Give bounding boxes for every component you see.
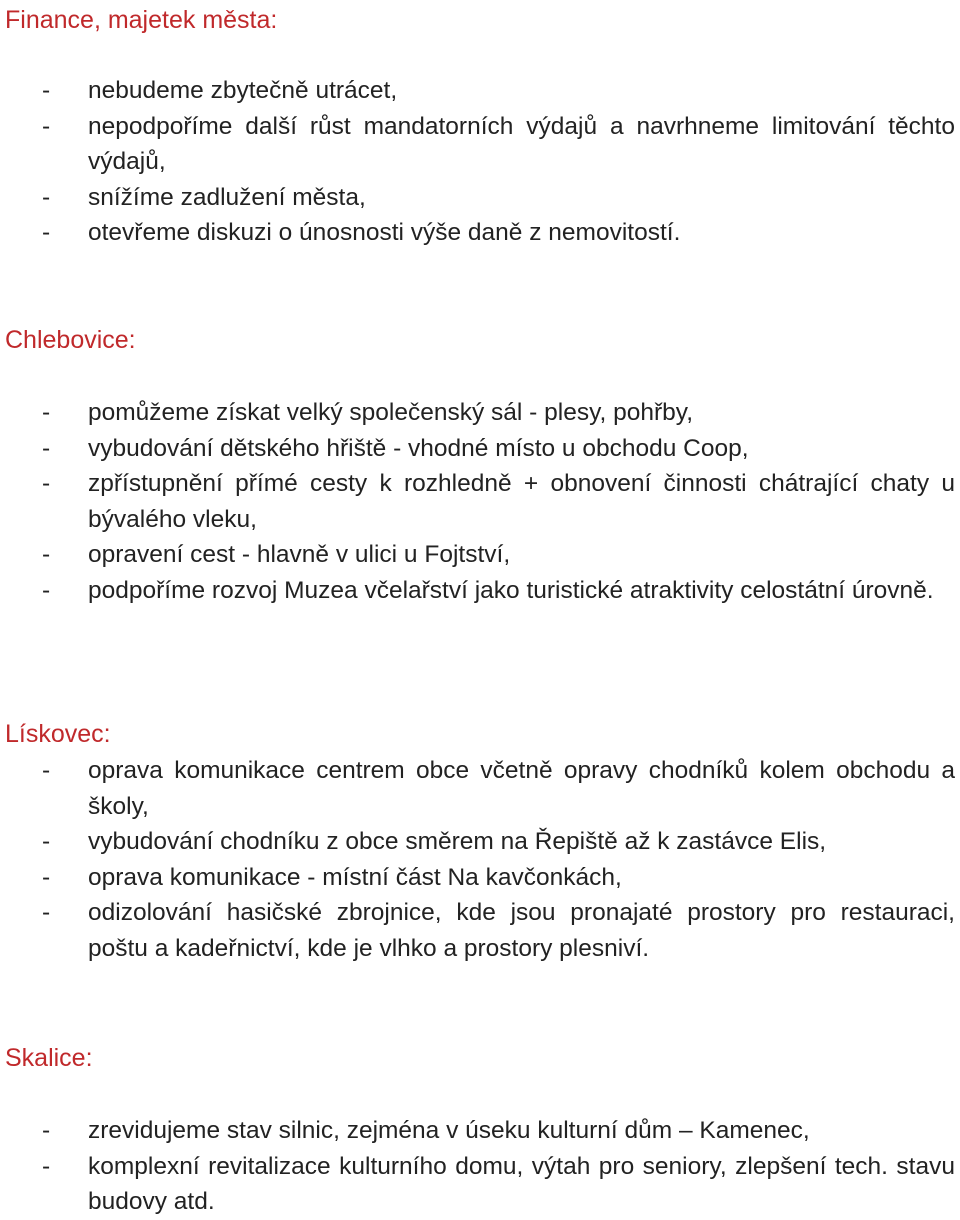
heading-liskovec: Lískovec: xyxy=(5,720,111,748)
heading-skalice: Skalice: xyxy=(5,1044,93,1072)
list-item-text: vybudování chodníku z obce směrem na Řepiště až k zastávce Elis, xyxy=(88,828,827,855)
list-item-text: nebudeme zbytečně utrácet, xyxy=(88,77,398,104)
bullet-dash: - xyxy=(42,757,51,784)
list-item xyxy=(0,537,960,573)
list-item xyxy=(0,753,960,824)
list-finance xyxy=(0,73,960,251)
bullet-dash: - xyxy=(42,1152,51,1180)
bullet-dash: - xyxy=(42,219,51,246)
heading-finance: Finance, majetek města: xyxy=(5,6,278,34)
list-liskovec xyxy=(0,753,960,966)
bullet-dash: - xyxy=(42,470,51,497)
list-item xyxy=(0,824,960,860)
list-item-text: zpřístupnění přímé cesty k rozhledně + obnovení činnosti chátrající chaty u bývalého vleku, xyxy=(88,470,955,533)
list-item-text: otevřeme diskuzi o únosnosti výše daně z nemovitostí. xyxy=(88,219,681,246)
list-item-text: vybudování dětského hřiště - vhodné místo u obchodu Coop, xyxy=(88,434,749,462)
list-item xyxy=(0,895,960,966)
bullet-dash: - xyxy=(42,828,51,855)
list-item-text: podpoříme rozvoj Muzea včelařství jako turistické atraktivity celostátní úrovně. xyxy=(88,576,934,604)
list-item-text: odizolování hasičské zbrojnice, kde jsou pronajaté prostory pro restauraci, poštu a kadeřnictví, kde je vlhko a prostory plesniví. xyxy=(88,899,955,962)
bullet-dash: - xyxy=(42,77,51,104)
list-item-text: snížíme zadlužení města, xyxy=(88,183,366,211)
list-item xyxy=(0,573,960,609)
bullet-dash: - xyxy=(42,863,51,891)
list-item xyxy=(0,215,960,251)
list-item xyxy=(0,1149,960,1220)
list-item-text: nepodpoříme další růst mandatorních výdajů a navrhneme limitování těchto výdajů, xyxy=(88,112,955,175)
bullet-dash: - xyxy=(42,576,51,604)
list-item-text: opravení cest - hlavně v ulici u Fojtství, xyxy=(88,541,511,568)
list-item-text: zrevidujeme stav silnic, zejména v úseku kulturní dům – Kamenec, xyxy=(88,1117,810,1144)
list-item-text: oprava komunikace centrem obce včetně opravy chodníků kolem obchodu a školy, xyxy=(88,757,955,820)
list-item-text: pomůžeme získat velký společenský sál - plesy, pohřby, xyxy=(88,399,694,426)
bullet-dash: - xyxy=(42,399,51,426)
list-item-text: oprava komunikace - místní část Na kavčonkách, xyxy=(88,863,622,891)
bullet-dash: - xyxy=(42,541,51,568)
bullet-dash: - xyxy=(42,1117,51,1144)
list-item xyxy=(0,180,960,216)
heading-chlebovice: Chlebovice: xyxy=(5,326,136,354)
list-skalice xyxy=(0,1113,960,1220)
bullet-dash: - xyxy=(42,434,51,462)
list-item-text: komplexní revitalizace kulturního domu, výtah pro seniory, zlepšení tech. stavu budovy atd. xyxy=(88,1152,955,1215)
list-chlebovice xyxy=(0,395,960,608)
list-item xyxy=(0,1113,960,1149)
list-item xyxy=(0,395,960,431)
bullet-dash: - xyxy=(42,899,51,926)
list-item xyxy=(0,431,960,467)
list-item xyxy=(0,73,960,109)
bullet-dash: - xyxy=(42,183,51,211)
bullet-dash: - xyxy=(42,112,51,140)
list-item xyxy=(0,466,960,537)
list-item xyxy=(0,860,960,896)
list-item xyxy=(0,109,960,180)
